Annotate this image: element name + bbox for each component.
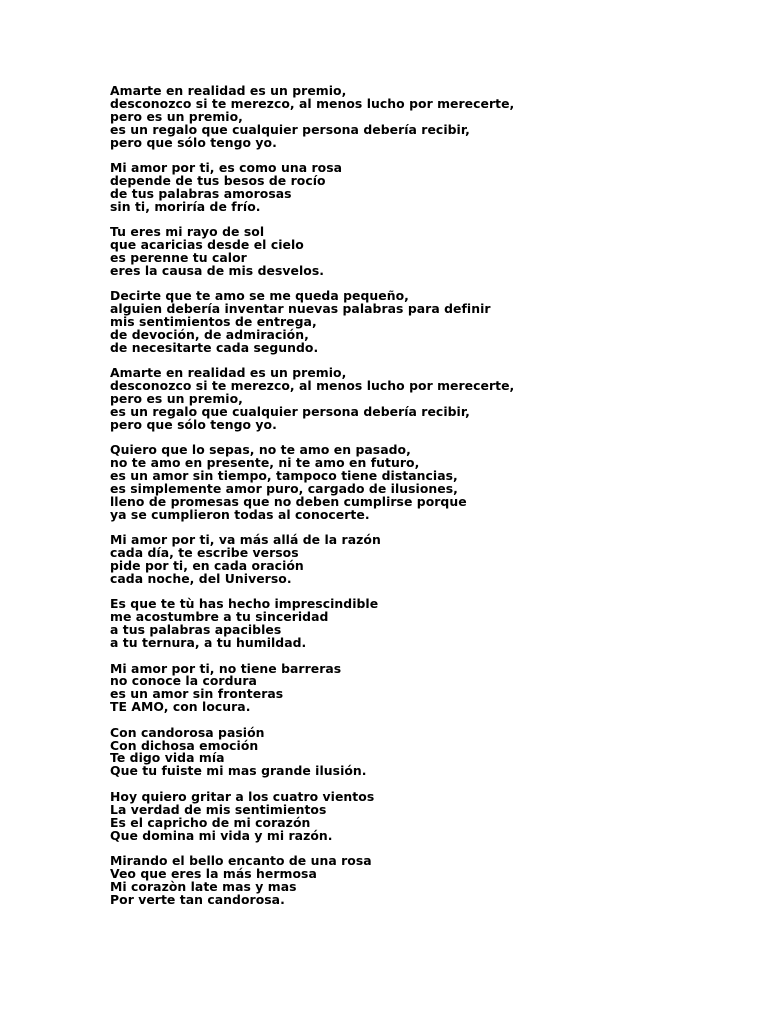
poem-line: pero que sólo tengo yo. <box>110 416 277 432</box>
poem-line: de tus palabras amorosas <box>110 185 292 201</box>
poem-line: Veo que eres la más hermosa <box>110 865 317 881</box>
stanza <box>110 290 730 355</box>
stanza <box>110 788 730 843</box>
poem-line: alguien debería inventar nuevas palabras para definir <box>110 301 491 317</box>
poem-line: a tu ternura, a tu humildad. <box>110 635 307 651</box>
poem-line: Mi corazòn late mas y mas <box>110 878 297 894</box>
stanza <box>110 534 730 586</box>
stanza <box>110 85 730 150</box>
poem-line: Te digo vida mía <box>110 750 225 766</box>
poem-line: TE AMO, con locura. <box>110 699 251 715</box>
poem-line: Con candorosa pasión <box>110 724 265 740</box>
poem-line: La verdad de mis sentimientos <box>110 801 327 817</box>
poem-line: sin ti, moriría de frío. <box>110 198 261 214</box>
poem-line: pero es un premio, <box>110 391 243 407</box>
poem-line: es un regalo que cualquier persona debería recibir, <box>110 121 470 137</box>
poem-line: es un amor sin tiempo, tampoco tiene distancias, <box>110 468 458 484</box>
poem-line: Amarte en realidad es un premio, <box>110 83 347 98</box>
poem-line: de necesitarte cada segundo. <box>110 339 319 355</box>
poem-line: Hoy quiero gritar a los cuatro vientos <box>110 788 375 804</box>
poem-line: me acostumbre a tu sinceridad <box>110 609 329 625</box>
poem-line: Que tu fuiste mi mas grande ilusión. <box>110 763 367 779</box>
poem-line: no conoce la cordura <box>110 673 257 689</box>
poem-line: pero es un premio, <box>110 108 243 124</box>
stanza <box>110 367 730 432</box>
poem-line: desconozco si te merezco, al menos lucho por merecerte, <box>110 378 515 394</box>
poem-line: desconozco si te merezco, al menos lucho por merecerte, <box>110 95 515 111</box>
poem-line: lleno de promesas que no deben cumplirse porque <box>110 493 467 509</box>
poem-line: Mi amor por ti, va más allá de la razón <box>110 532 381 548</box>
poem-line: ya se cumplieron todas al conocerte. <box>110 506 370 522</box>
poem-line: Es que te tù has hecho imprescindible <box>110 596 379 612</box>
poem-line: que acaricias desde el cielo <box>110 237 304 253</box>
poem-line: Mirando el bello encanto de una rosa <box>110 852 372 868</box>
poem-line: Tu eres mi rayo de sol <box>110 224 265 240</box>
poem-line: es perenne tu calor <box>110 249 247 265</box>
poem-line: pide por ti, en cada oración <box>110 558 304 574</box>
poem-line: depende de tus besos de rocío <box>110 172 326 188</box>
poem-line: mis sentimientos de entrega, <box>110 314 317 330</box>
poem-body <box>110 85 730 919</box>
poem-line: es un amor sin fronteras <box>110 686 284 702</box>
poem-line: pero que sólo tengo yo. <box>110 134 277 150</box>
poem-line: Amarte en realidad es un premio, <box>110 365 347 381</box>
poem-line: Es el capricho de mi corazón <box>110 814 311 830</box>
poem-line: Por verte tan candorosa. <box>110 891 285 907</box>
stanza <box>110 444 730 521</box>
poem-line: es simplemente amor puro, cargado de ilusiones, <box>110 481 458 497</box>
poem-line: eres la causa de mis desvelos. <box>110 262 325 278</box>
poem-line: Decirte que te amo se me queda pequeño, <box>110 288 409 304</box>
poem-line: no te amo en presente, ni te amo en futuro, <box>110 455 420 471</box>
poem-line: cada día, te escribe versos <box>110 545 299 561</box>
poem-line: cada noche, del Universo. <box>110 571 292 586</box>
poem-line: Que domina mi vida y mi razón. <box>110 827 333 843</box>
stanza <box>110 724 730 779</box>
poem-line: Quiero que lo sepas, no te amo en pasado, <box>110 442 411 458</box>
poem-line: de devoción, de admiración, <box>110 327 309 342</box>
poem-line: Con dichosa emoción <box>110 737 259 753</box>
stanza <box>110 660 730 715</box>
stanza <box>110 852 730 907</box>
poem-line: es un regalo que cualquier persona debería recibir, <box>110 404 470 420</box>
stanza <box>110 226 730 278</box>
stanza <box>110 598 730 650</box>
poem-line: Mi amor por ti, no tiene barreras <box>110 660 342 676</box>
poem-line: a tus palabras apacibles <box>110 622 282 638</box>
poem-line: Mi amor por ti, es como una rosa <box>110 160 343 176</box>
stanza <box>110 162 730 214</box>
